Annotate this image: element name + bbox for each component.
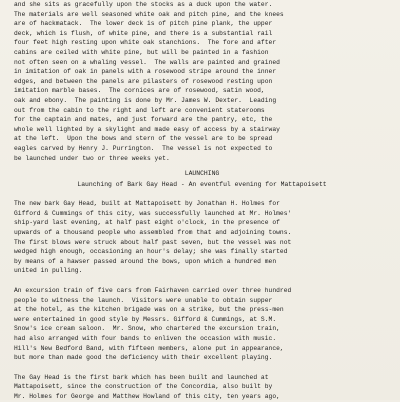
paragraph-history: The Gay Head is the first bark which has been built and launched at Mattapoisett, since the construction of the Concordia, also built by Mr. Holmes for George and Matthew Howland of this city, ten years ago, [14,373,280,400]
section-label: LAUNCHING [184,170,220,178]
paragraph-excursion: An excursion train of five cars from Fairhaven carried over three hundred people to witness the launch. Visitors were unable to obtain supper at the hotel, as the kitchen brigade was on a strike, but the press-men were entertained in good style by Messrs. Gifford & Cummings, at S.M. Snow's ice cream saloon. Mr. Snow, who chartered the excursion train, had also arranged with four bands to enliven the occasion with music. Hill's New Bedford Band, with fifteen members, alone put in appearance, but more than made good the deficiency with their excellent playing. [14,287,292,362]
paragraph-launch: The new bark Gay Head, built at Mattapoisett by Jonathan H. Holmes for Gifford & Cummings of this city, was successfully launched at Mr. Holmes' ship-yard last evening, at half past eight o'clock, in the presence of upwards of a thousand people who assembled from that and adjoining towns. The first blows were struck about half past seven, but the vessel was not wedged high enough, occasioning an hour's delay; she was finally started by means of a hawser passed around the bows, upon which a hundred men united in pulling. [14,200,292,275]
section-title: Launching of Bark Gay Head - An eventful evening for Mattapoisett [77,180,327,188]
paragraph-ship-description: and she sits as gracefully upon the stocks as a duck upon the water. The materials are well seasoned white oak and pitch pine, and the knees are of hackmatack. The lower deck is of pitch pine plank, the upper deck, which is flush, of white pine, and there is a substantial rail four feet high resting upon white oak stanchions. The fore and after cabins are ceiled with white pine, but will be painted in a fashion not often seen on a whaling vessel. The walls are painted and grained in imitation of oak in panels with a rosewood stripe around the inner edges, and between the panels are pilasters of rosewood resting upon imitation marble bases. The cornices are of rosewood, satin wood, oak and ebony. The painting is done by Mr. James W. Dexter. Leading out from the cabin to the right and left are convenient staterooms for the captain and mates, and just forward are the pantry, etc, the whole well lighted by a skylight and made easy of access by a stairway at the left. Upon the bows and stern of the vessel are to be spread eagles carved by Henry J. Purrington. The vessel is not expected to be launched under two or three weeks yet. [14,1,284,162]
